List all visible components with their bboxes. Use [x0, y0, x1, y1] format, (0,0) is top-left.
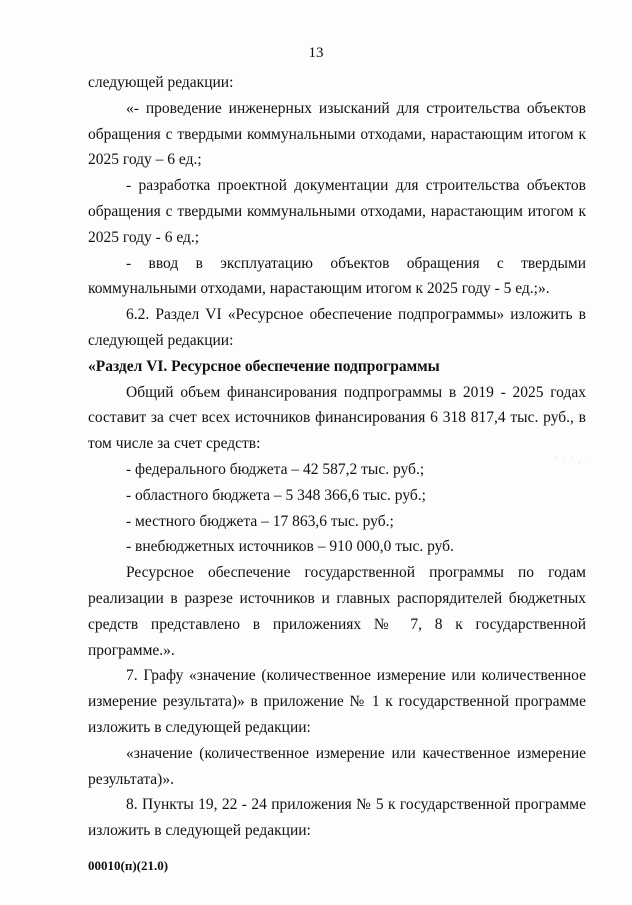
paragraph-item-7: 7. Графу «значение (количественное измерение или количественное измерение результата)» в приложение № 1 к государственной программе изложить в следующей редакции:: [88, 667, 586, 736]
list-item-extrabudgetary: - внебюджетных источников – 910 000,0 тыс. руб.: [126, 538, 454, 556]
paragraph-section-6-2: 6.2. Раздел VI «Ресурсное обеспечение подпрограммы» изложить в следующей редакции:: [88, 306, 586, 349]
list-item-design-documentation: - разработка проектной документации для строительства объектов обращения с твердыми коммунальными отходами, нарастающим итогом к 2025 году - 6 ед.;: [88, 177, 586, 246]
document-code: 00010(п)(21.0): [88, 858, 169, 873]
list-item-federal-budget: - федерального бюджета – 42 587,2 тыс. руб.;: [126, 460, 425, 478]
paragraph-item-8: 8. Пункты 19, 22 - 24 приложения № 5 к государственной программе изложить в следующей редакции:: [88, 796, 586, 840]
section-heading: «Раздел VI. Ресурсное обеспечение подпрограммы: [88, 357, 440, 375]
paragraph-item-7-quote: «значение (количественное измерение или качественное измерение результата)».: [88, 744, 586, 788]
paragraph-intro: следующей редакции:: [88, 74, 234, 91]
paragraph-total-financing: Общий объем финансирования подпрограммы в 2019 - 2025 годах составит за счет всех источников финансирования 6 318 817,4 тыс. руб., в том числе за счет средств:: [88, 383, 586, 453]
paragraph-resource-support: Ресурсное обеспечение государственной программы по годам реализации в разрезе источников и главных распорядителей бюджетных средств представлено в приложениях № 7, 8 к государственной программе.».: [88, 564, 586, 659]
scan-noise-mark: [552, 452, 592, 470]
document-body: [88, 70, 586, 844]
list-item-local-budget: - местного бюджета – 17 863,6 тыс. руб.;: [126, 512, 394, 530]
list-item-engineering-surveys: «- проведение инженерных изысканий для строительства объектов обращения с твердыми коммунальными отходами, нарастающим итогом к 2025 году – 6 ед.;: [88, 99, 586, 169]
list-item-commissioning: - ввод в эксплуатацию объектов обращения с твердыми коммунальными отходами, нарастающим итогом к 2025 году - 5 ед.;».: [88, 254, 586, 298]
list-item-regional-budget: - областного бюджета – 5 348 366,6 тыс. руб.;: [126, 486, 426, 504]
page-number: 13: [308, 45, 324, 61]
